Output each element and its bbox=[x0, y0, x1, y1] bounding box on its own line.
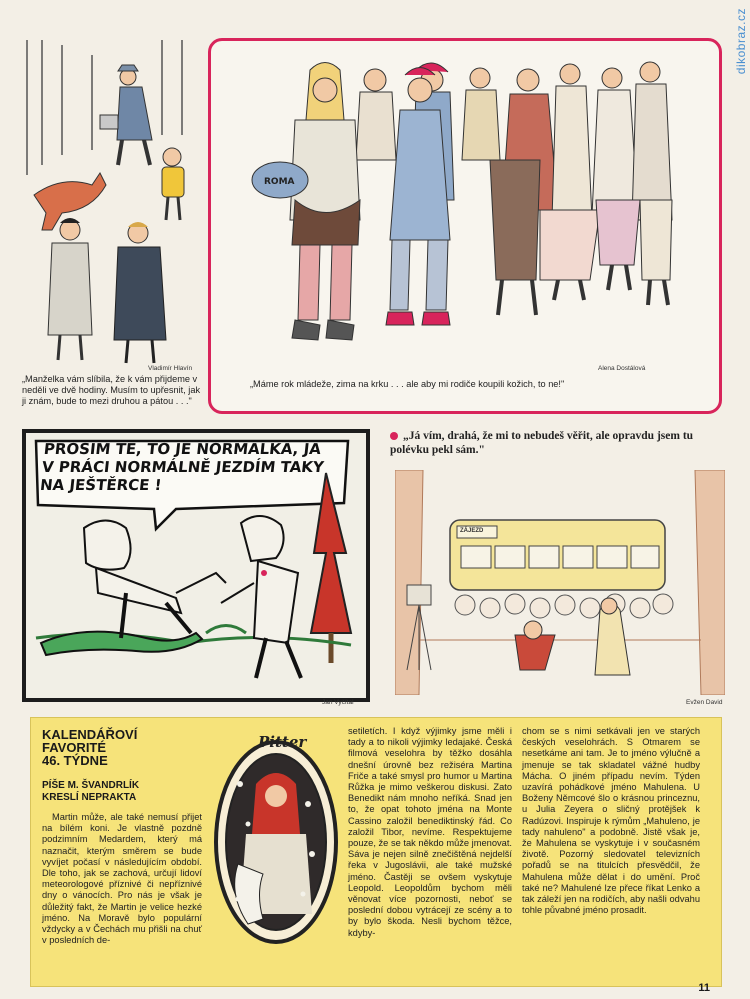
bag-text: ROMA bbox=[264, 177, 295, 187]
article-paragraph: setiletích. I když výjimky jsme měli i tady a to nikoli výjimky ledajaké. Česká filmová veselohra by těžko dosáhla dnešní úrovně bez režiséra Martina Friče a také smysl pro humor u Martina Růžka je mimo veškerou diskusi. Zato Benedikt nám mnoho neříká. Snad jen to, že opat tohoto jména na Monte Cassino založil benediktinský řád. Co založil Tibor, nevíme. Respektujeme pouze, že se tak někdo může jmenovat. Sáva je nejen silně znečištěná nejdelší řeka v Jugoslávii, ale také mužské jméno. Častěji se ovšem vyskytuje Leopold. Leopoldům bychom měli věnovat více pozornosti, neboť se poslední dobou vytrácejí ze scény a to by bylo škoda. Nesli bychom těžce, kdyby- bbox=[348, 726, 512, 938]
article-title-line: FAVORITÉ bbox=[42, 740, 107, 755]
comic-speech-bubble: PROSÍM TĚ, TO JE NORMÁLKA, JÁ V PRÁCI NORMÁLNĚ JEZDÍM TAKY NA JEŠTĚRCE ! bbox=[39, 440, 325, 494]
byline-illustrator: KRESLÍ NEPRAKTA bbox=[42, 792, 137, 803]
caption-david bbox=[390, 429, 720, 457]
credit-hlavin: Vladimír Hlavín bbox=[148, 365, 193, 372]
caption-hlavin: „Manželka vám slíbila, že k vám přijdeme v neděli ve dvě hodiny. Musím to upřesnit, jak ji znám, bude to mezi druhou a pátou . . ." bbox=[22, 374, 201, 406]
article-title-line: KALENDÁŘOVÍ bbox=[42, 727, 138, 742]
credit-dostalova: Alena Dostálová bbox=[598, 365, 646, 372]
credit-david: Evžen David bbox=[686, 699, 723, 706]
byline-author: PÍŠE M. ŠVANDRLÍK bbox=[42, 780, 140, 791]
article-byline bbox=[42, 780, 139, 804]
article-illustration bbox=[208, 724, 344, 954]
article-paragraph: Martin může, ale také nemusí přijet na bílém koni. Je vlastně pozdně podzimním Medardem, který má naznačit, kterým směrem se bude vyvíjet počasí v následujícím období. Dle toho, jak se zachová, určují lidoví meteorologové příznivé či nepříznivé dny o vánocích. Pro nás je však je důležitý fakt, že Martin je velice hezké jméno. Na Moravě bylo populární vždycky a v Čechách mu přišli na chuť v posledních de- bbox=[42, 812, 202, 946]
bullet-dot bbox=[390, 432, 398, 440]
caption-david-text: „Já vím, drahá, že mi to nebudeš věřit, ale opravdu jsem tu polévku pekl sám." bbox=[390, 430, 694, 456]
article-paragraph: chom se s nimi setkávali jen ve starých českých veselohrách. S Otmarem se nesetkáme ani tam. Je to jméno výlučně a jmenuje se tak skladatel vážné hudby Mácha. O jiném případu nevím. Týden uzavírá pohádkové jméno Mahulena. U Boženy Němcové šlo o krásnou princeznu, u Julia Zeyera o sličný protějšek k Radúzovi. Inspiruje k rýmům „Mahuleno, je tady nahuleno" a podobně. Jistě však je, že Mahulena se vyskytuje i v současném životě. Pozorný sledovatel televizních pořadů se na titulcích přesvědčil, že Mahulena může dělat i do umění. Proč také ne? Mahulené lze přece říkat Lenko a tak záleží jen na rodičích, aby našli odvahu tohle půvabné jméno prosadit. bbox=[522, 726, 700, 916]
article-title bbox=[42, 728, 137, 767]
article-column-2 bbox=[348, 726, 512, 939]
cartoon-dostalova-illustration bbox=[240, 50, 690, 355]
cartoon-david-illustration bbox=[395, 470, 725, 695]
article-column-3 bbox=[522, 726, 700, 916]
watermark: dikobraz.cz bbox=[734, 8, 748, 75]
caption-dostalova: „Máme rok mládeže, zima na krku . . . ale aby mi rodiče koupili kožich, to ne!" bbox=[250, 379, 565, 389]
cartoon-hlavin-illustration bbox=[22, 35, 202, 365]
article-column-1 bbox=[42, 812, 202, 946]
article-title-line: 46. TÝDNE bbox=[42, 753, 108, 768]
page-number: 11 bbox=[698, 982, 710, 994]
bus-sign: ZÁJEZD bbox=[460, 528, 484, 534]
credit-vycital: Jan Vyčítal bbox=[322, 699, 354, 706]
illustration-label: Pitter bbox=[258, 733, 307, 751]
